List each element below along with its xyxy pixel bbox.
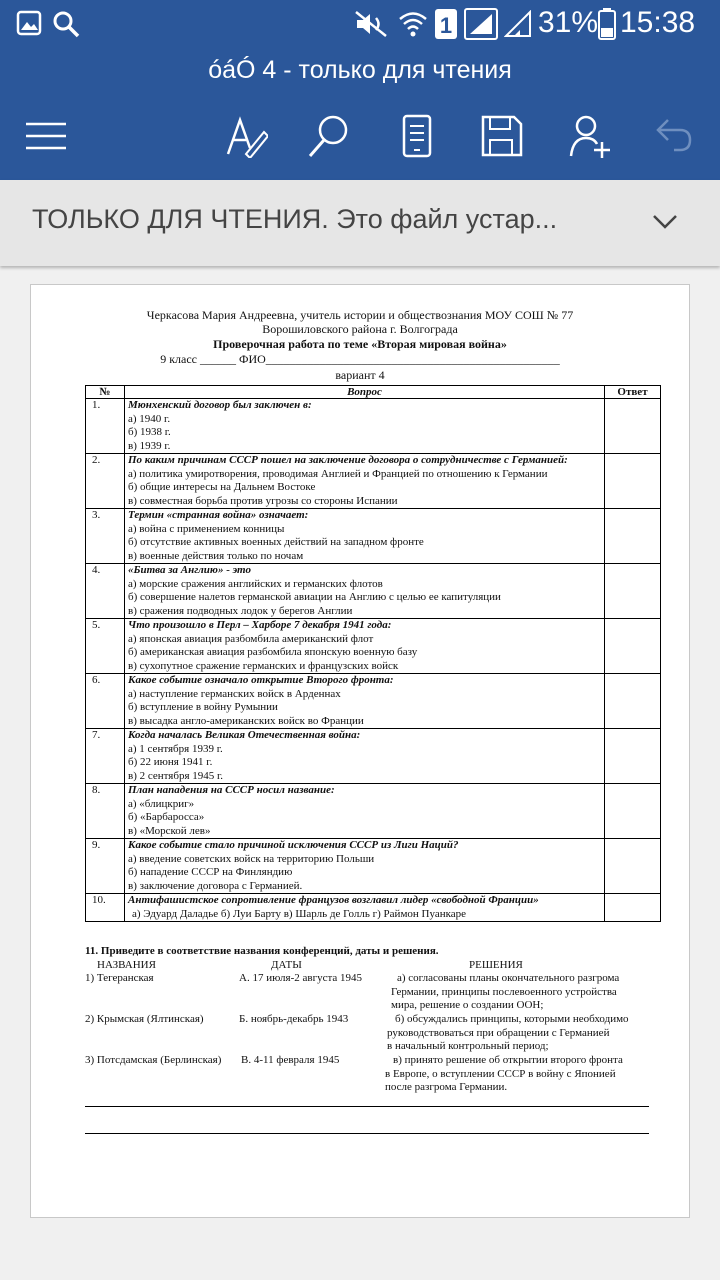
- answer-cell: [605, 674, 661, 729]
- option: б) нападение СССР на Финляндию: [128, 866, 293, 878]
- option: а) политика умиротворения, проводимая Англией и Францией по отношению к Германии: [128, 467, 548, 480]
- answer-cell: [605, 839, 661, 894]
- answer-cell: [605, 509, 661, 564]
- question-text: Что произошло в Перл – Харборе 7 декабря 1941 года:: [128, 619, 392, 631]
- conference-date: Б. ноябрь-декабрь 1943: [239, 1013, 349, 1025]
- question-number: 2.: [86, 454, 125, 509]
- save-icon[interactable]: [480, 114, 524, 158]
- question-text: Мюнхенский договор был заключен в:: [128, 399, 312, 411]
- answer-cell: [605, 399, 661, 454]
- answer-cell: [605, 784, 661, 839]
- conference-decision: [385, 1054, 623, 1095]
- search-icon: [52, 10, 80, 38]
- question-text: План нападения на СССР носил название:: [128, 784, 335, 796]
- conference-name: 3) Потсдамская (Берлинская): [85, 1054, 222, 1066]
- school-line: Ворошиловского района г. Волгограда: [262, 322, 458, 336]
- battery-percent: 31%: [538, 6, 599, 39]
- conference-date: В. 4-11 февраля 1945: [241, 1054, 340, 1066]
- decision-line: в) принято решение об открытии второго фронта: [393, 1054, 623, 1066]
- gallery-icon: [16, 10, 42, 36]
- document-page[interactable]: [30, 284, 690, 1218]
- edit-text-icon[interactable]: [224, 114, 268, 158]
- option: а) война с применением конницы: [128, 522, 285, 535]
- document-heading: Проверочная работа по теме «Вторая мировая война»: [213, 337, 507, 351]
- option: в) заключение договора с Германией.: [128, 879, 303, 892]
- question-text: Какое событие означало открытие Второго фронта:: [128, 674, 394, 686]
- option: б) американская авиация разбомбила японскую военную базу: [128, 646, 418, 658]
- option: б) общие интересы на Дальнем Востоке: [128, 481, 316, 493]
- col-number-header: №: [86, 386, 125, 399]
- decision-line: после разгрома Германии.: [385, 1081, 508, 1093]
- chevron-down-icon[interactable]: [650, 210, 680, 234]
- question-text: «Битва за Англию» - это: [128, 564, 251, 576]
- share-add-person-icon[interactable]: [568, 114, 612, 158]
- question-number: 9.: [86, 839, 125, 894]
- answer-cell: [605, 619, 661, 674]
- table-header-row: [86, 386, 661, 399]
- option: а) введение советских войск на территорию Польши: [128, 852, 375, 865]
- questions-table: [85, 385, 661, 922]
- decision-line: руководствоваться при обращении с Германией: [387, 1026, 610, 1039]
- question-cell: [125, 839, 605, 894]
- question-cell: [125, 454, 605, 509]
- question-number: 4.: [86, 564, 125, 619]
- option: б) «Барбаросса»: [128, 811, 205, 823]
- conference-name: 1) Тегеранская: [85, 972, 154, 984]
- decision-line: а) согласованы планы окончательного разгрома: [397, 972, 620, 984]
- table-row: [86, 729, 661, 784]
- table-row: [86, 894, 661, 922]
- battery-icon: [598, 8, 616, 40]
- option: в) высадка англо-американских войск во Франции: [128, 714, 364, 727]
- question-text: Какое событие стало причиной исключения СССР из Лиги Наций?: [128, 839, 459, 851]
- conference-date: А. 17 июля-2 августа 1945: [239, 972, 363, 984]
- table-row: [86, 619, 661, 674]
- answer-cell: [605, 894, 661, 922]
- option: б) совершение налетов германской авиации на Англию с целью ее капитуляции: [128, 591, 501, 603]
- option: в) 2 сентября 1945 г.: [128, 769, 224, 782]
- question-cell: [125, 619, 605, 674]
- option: а) Эдуард Даладье б) Луи Барту в) Шарль де Голль г) Раймон Пуанкаре: [132, 907, 467, 920]
- option: в) совместная борьба против угрозы со стороны Испании: [128, 494, 398, 507]
- svg-text:1: 1: [439, 13, 453, 38]
- question-text: Когда началась Великая Отечественная война:: [128, 729, 361, 741]
- task11-col-names: НАЗВАНИЯ: [97, 959, 156, 971]
- answer-cell: [605, 454, 661, 509]
- answer-line: [85, 1106, 649, 1107]
- task11-col-dates: ДАТЫ: [271, 959, 302, 971]
- sim1-icon: [434, 8, 458, 40]
- mute-icon: [354, 10, 390, 38]
- answer-cell: [605, 564, 661, 619]
- question-number: 6.: [86, 674, 125, 729]
- question-number: 10.: [86, 894, 125, 922]
- table-row: [86, 784, 661, 839]
- decision-line: б) обсуждались принципы, которыми необходимо: [395, 1013, 629, 1025]
- question-number: 1.: [86, 399, 125, 454]
- option: б) 22 июня 1941 г.: [128, 756, 213, 768]
- decision-line: в Европе, о вступлении СССР в войну с Японией: [385, 1067, 616, 1080]
- signal-icon: [464, 8, 498, 40]
- mobile-view-icon[interactable]: [396, 114, 440, 158]
- answer-cell: [605, 729, 661, 784]
- question-cell: [125, 784, 605, 839]
- option: в) сражения подводных лодок у берегов Англии: [128, 604, 353, 617]
- option: в) «Морской лев»: [128, 824, 211, 837]
- option: а) морские сражения английских и германских флотов: [128, 577, 383, 590]
- decision-line: в начальный контрольный период;: [387, 1040, 549, 1052]
- question-text: Термин «странная война» означает:: [128, 509, 309, 521]
- document-title: óáÓ 4 - только для чтения: [208, 56, 512, 84]
- status-bar: [0, 0, 720, 48]
- table-row: [86, 399, 661, 454]
- table-row: [86, 564, 661, 619]
- table-row: [86, 674, 661, 729]
- signal-2-icon: [504, 10, 532, 38]
- question-number: 5.: [86, 619, 125, 674]
- option: а) наступление германских войск в Арденнах: [128, 687, 341, 700]
- clock: 15:38: [620, 6, 696, 39]
- option: а) 1940 г.: [128, 412, 171, 425]
- task11-col-decisions: РЕШЕНИЯ: [469, 959, 523, 971]
- option: б) отсутствие активных военных действий на западном фронте: [128, 536, 424, 548]
- table-row: [86, 839, 661, 894]
- wifi-icon: [398, 10, 428, 38]
- conference-name: 2) Крымская (Ялтинская): [85, 1013, 204, 1025]
- conference-decision: [387, 1013, 629, 1054]
- question-cell: [125, 729, 605, 784]
- question-cell: [125, 399, 605, 454]
- col-answer-header: Ответ: [605, 386, 661, 399]
- table-row: [86, 509, 661, 564]
- question-number: 8.: [86, 784, 125, 839]
- question-number: 3.: [86, 509, 125, 564]
- option: а) «блицкриг»: [128, 797, 195, 810]
- author-line: Черкасова Мария Андреевна, учитель истории и обществознания МОУ СОШ № 77: [146, 308, 574, 322]
- menu-icon[interactable]: [24, 114, 68, 158]
- search-document-icon[interactable]: [306, 114, 350, 158]
- undo-icon[interactable]: [652, 114, 696, 158]
- decision-line: мира, решение о создании ООН;: [391, 999, 544, 1011]
- option: в) 1939 г.: [128, 439, 171, 452]
- decision-line: Германии, принципы послевоенного устройства: [391, 985, 617, 998]
- question-cell: [125, 674, 605, 729]
- question-cell: [125, 894, 605, 922]
- option: а) 1 сентября 1939 г.: [128, 742, 223, 755]
- question-number: 7.: [86, 729, 125, 784]
- answer-line: [85, 1133, 649, 1134]
- read-only-banner[interactable]: [0, 180, 720, 266]
- col-question-header: Вопрос: [125, 386, 605, 399]
- variant-line: вариант 4: [335, 368, 385, 382]
- app-toolbar: [0, 48, 720, 180]
- option: в) сухопутное сражение германских и французских войск: [128, 659, 399, 672]
- option: б) вступление в войну Румынии: [128, 701, 278, 713]
- conference-decision: [391, 972, 620, 1013]
- question-cell: [125, 509, 605, 564]
- class-name-line: 9 класс ______ ФИО_________________________________________________: [160, 352, 560, 366]
- question-text: По каким причинам СССР пошел на заключение договора о сотрудничестве с Германией:: [128, 454, 568, 466]
- question-cell: [125, 564, 605, 619]
- read-only-banner-text: ТОЛЬКО ДЛЯ ЧТЕНИЯ. Это файл устар...: [32, 204, 558, 234]
- option: а) японская авиация разбомбила американский флот: [128, 632, 374, 645]
- option: б) 1938 г.: [128, 426, 171, 438]
- option: в) военные действия только по ночам: [128, 549, 304, 562]
- table-row: [86, 454, 661, 509]
- task11-title: 11. Приведите в соответствие названия конференций, даты и решения.: [85, 945, 439, 957]
- question-text: Антифашистское сопротивление французов возглавил лидер «свободной Франции»: [128, 894, 539, 906]
